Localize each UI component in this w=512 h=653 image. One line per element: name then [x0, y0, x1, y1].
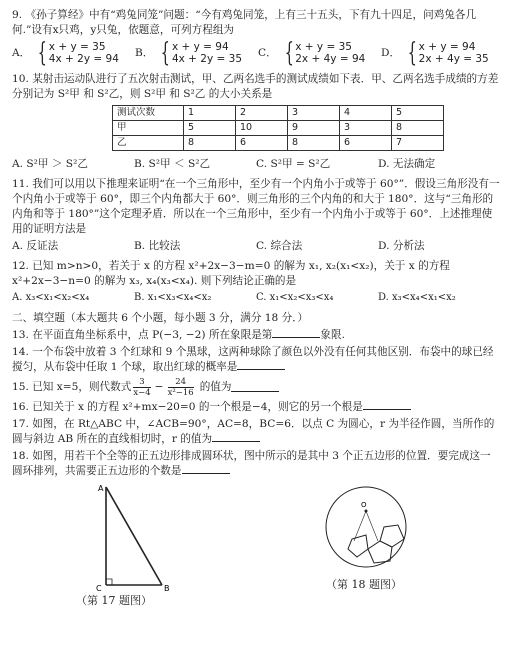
equation-line: x + y = 94 — [418, 41, 476, 54]
table-cell: 5 — [184, 121, 236, 136]
table-cell: 8 — [288, 136, 340, 151]
table-row — [113, 136, 444, 151]
figures-area — [12, 481, 500, 611]
q12-option-a[interactable]: A. x₃<x₁<x₂<x₄ — [12, 292, 90, 304]
q17-body: 17. 如图，在 Rt△ABC 中，∠ACB=90°，AC=8，BC=6．以点 C 为圆心，r 为半径作圆，当所作的圆与斜边 AB 所在的直线相切时，r 的值为 — [12, 417, 495, 445]
equation-system: { x + y = 35 4x + 2y = 94 — [37, 38, 119, 69]
table-cell: 8 — [392, 121, 444, 136]
equation-system: { x + y = 94 4x + 2y = 35 — [161, 38, 243, 69]
q12-option-c[interactable]: C. x₁<x₂<x₃<x₄ — [256, 292, 334, 304]
table-cell: 测试次数 — [113, 106, 184, 121]
answer-blank[interactable] — [182, 464, 230, 474]
q11-option-c[interactable]: C. 综合法 — [256, 240, 303, 253]
table-cell: 甲 — [113, 121, 184, 136]
table-cell: 9 — [288, 121, 340, 136]
vertex-label-b: B — [164, 583, 170, 593]
q10-option-b[interactable]: B. S²甲 ＜ S²乙 — [134, 158, 211, 171]
equation-line: x + y = 35 — [48, 41, 106, 54]
q9-option-a[interactable] — [12, 38, 131, 69]
q12-option-d[interactable]: D. x₃<x₄<x₁<x₂ — [378, 292, 456, 304]
option-label: A． — [12, 46, 31, 59]
question-10-text: 10. 某射击运动队进行了五次射击测试，甲、乙两名选手的测试成绩如下表．甲、乙两名选手成绩的方差分别记为 S²甲 和 S²乙，则 S²甲 和 S²乙 的大小关系是 — [12, 73, 499, 101]
table-cell: 5 — [392, 106, 444, 121]
question-14-text — [12, 345, 500, 375]
equation-system: { x + y = 94 2x + 4y = 35 — [407, 38, 489, 69]
question-17-text — [12, 417, 500, 447]
q11-option-a[interactable]: A. 反证法 — [12, 240, 59, 253]
figure-18-caption: （第 18 题图） — [326, 577, 402, 591]
pentagon-ring-figure — [322, 481, 432, 581]
table-cell: 8 — [184, 136, 236, 151]
answer-blank[interactable] — [212, 432, 260, 442]
equation-line: 4x + 2y = 35 — [171, 53, 243, 66]
score-table — [112, 105, 444, 151]
vertex-label-a: A — [98, 483, 104, 493]
figure-17-caption: （第 17 题图） — [76, 593, 152, 607]
equation-line: 4x + 2y = 94 — [48, 53, 119, 66]
table-cell: 3 — [288, 106, 340, 121]
table-cell: 6 — [236, 136, 288, 151]
equation-line: x + y = 35 — [295, 41, 352, 54]
q16-body: 16. 已知关于 x 的方程 x²+mx−20=0 的一个根是−4，则它的另一个根是 — [12, 400, 363, 413]
triangle-figure — [84, 481, 204, 599]
fraction-denominator: x²−16 — [167, 387, 194, 398]
question-12-options — [12, 291, 500, 305]
fraction — [168, 377, 194, 398]
option-label: C． — [258, 46, 277, 59]
table-header-row — [113, 106, 444, 121]
question-12-text: 12. 已知 m>n>0，若关于 x 的方程 x²+2x−3−m=0 的解为 x₁, x₂(x₁<x₂)，关于 x 的方程 x²+2x−3−n=0 的解为 x₃, x₄(x₃<x₄). 则下列结论正确的是 — [12, 260, 450, 288]
q13-before: 13. 在平面直角坐标系中，点 P(−3, −2) 所在象限是第 — [12, 328, 273, 341]
q15-after: 的值为 — [199, 380, 232, 393]
table-cell: 1 — [184, 106, 236, 121]
table-cell: 乙 — [113, 136, 184, 151]
q12-option-b[interactable]: B. x₁<x₃<x₄<x₂ — [134, 292, 212, 304]
section-heading: 二、填空题（本大题共 6 个小题，每小题 3 分，满分 18 分．） — [12, 311, 309, 324]
fraction-denominator: x−4 — [133, 387, 151, 398]
question-11-text: 11. 我们可以用以下推理来证明“在一个三角形中，至少有一个内角小于或等于 60°”．假设三角形没有一个内角小于或等于 60°，即三个内角都大于 60°．则三角形的三个内角的和大于 180°．这与“三角形的内角和等于 180°”这个定理矛盾．所以在一个三角形中，至少有一个内角小于或等于 60°．上述推理使用的证明方法是 — [12, 178, 500, 236]
vertex-label-c: C — [96, 583, 102, 593]
equation-line: 2x + 4y = 35 — [418, 53, 489, 66]
answer-blank[interactable] — [363, 400, 411, 410]
question-9-text: 9. 《孙子算经》中有“鸡兔同笼”问题：“今有鸡兔同笼，上有三十五头，下有九十四足，问鸡兔各几何.”设有x只鸡，y只兔，依题意，可列方程组为 — [12, 9, 477, 37]
fraction — [133, 377, 150, 398]
equation-line: x + y = 94 — [171, 41, 229, 54]
table-cell: 6 — [340, 136, 392, 151]
question-15-text — [12, 377, 500, 398]
question-18-text — [12, 449, 500, 479]
table-cell: 4 — [340, 106, 392, 121]
q18-body: 18. 如图，用若干个全等的正五边形排成圆环状，图中所示的是其中 3 个正五边形的位置．要完成这一圆环排列，共需要正五边形的个数是 — [12, 449, 491, 477]
option-label: D． — [381, 46, 401, 59]
question-13-text — [12, 328, 500, 343]
q9-option-d[interactable] — [381, 38, 500, 69]
question-10-options — [12, 157, 500, 172]
table-cell: 7 — [392, 136, 444, 151]
q11-option-d[interactable]: D. 分析法 — [378, 240, 425, 253]
minus-sign: − — [154, 380, 164, 393]
fraction-numerator: 24 — [175, 376, 187, 387]
answer-blank[interactable] — [237, 360, 285, 370]
q10-option-d[interactable]: D. 无法确定 — [378, 158, 436, 171]
q10-option-a[interactable]: A. S²甲 ＞ S²乙 — [12, 158, 88, 171]
q9-option-b[interactable] — [135, 38, 254, 69]
table-cell: 10 — [236, 121, 288, 136]
table-cell: 2 — [236, 106, 288, 121]
question-11-options — [12, 239, 500, 254]
option-label: B． — [135, 46, 154, 59]
q10-option-c[interactable]: C. S²甲 = S²乙 — [256, 158, 331, 171]
question-9-options — [12, 38, 500, 69]
equation-line: 2x + 4y = 94 — [295, 53, 366, 66]
q14-body: 14. 一个布袋中放着 3 个红球和 9 个黑球，这两种球除了颜色以外没有任何其他区别．布袋中的球已经搅匀，从布袋中任取 1 个球，取出红球的概率是 — [12, 345, 494, 373]
table-cell: 3 — [340, 121, 392, 136]
q15-before: 15. 已知 x=5，则代数式 — [12, 380, 132, 393]
table-row — [113, 121, 444, 136]
q9-option-c[interactable] — [258, 38, 377, 69]
q13-after: 象限. — [320, 328, 345, 341]
fraction-numerator: 3 — [139, 376, 145, 387]
answer-blank[interactable] — [272, 328, 320, 338]
center-label-o: O — [361, 500, 367, 509]
q11-option-b[interactable]: B. 比较法 — [134, 240, 181, 253]
equation-system: { x + y = 35 2x + 4y = 94 — [284, 38, 366, 69]
answer-blank[interactable] — [231, 382, 279, 392]
question-16-text — [12, 400, 500, 415]
